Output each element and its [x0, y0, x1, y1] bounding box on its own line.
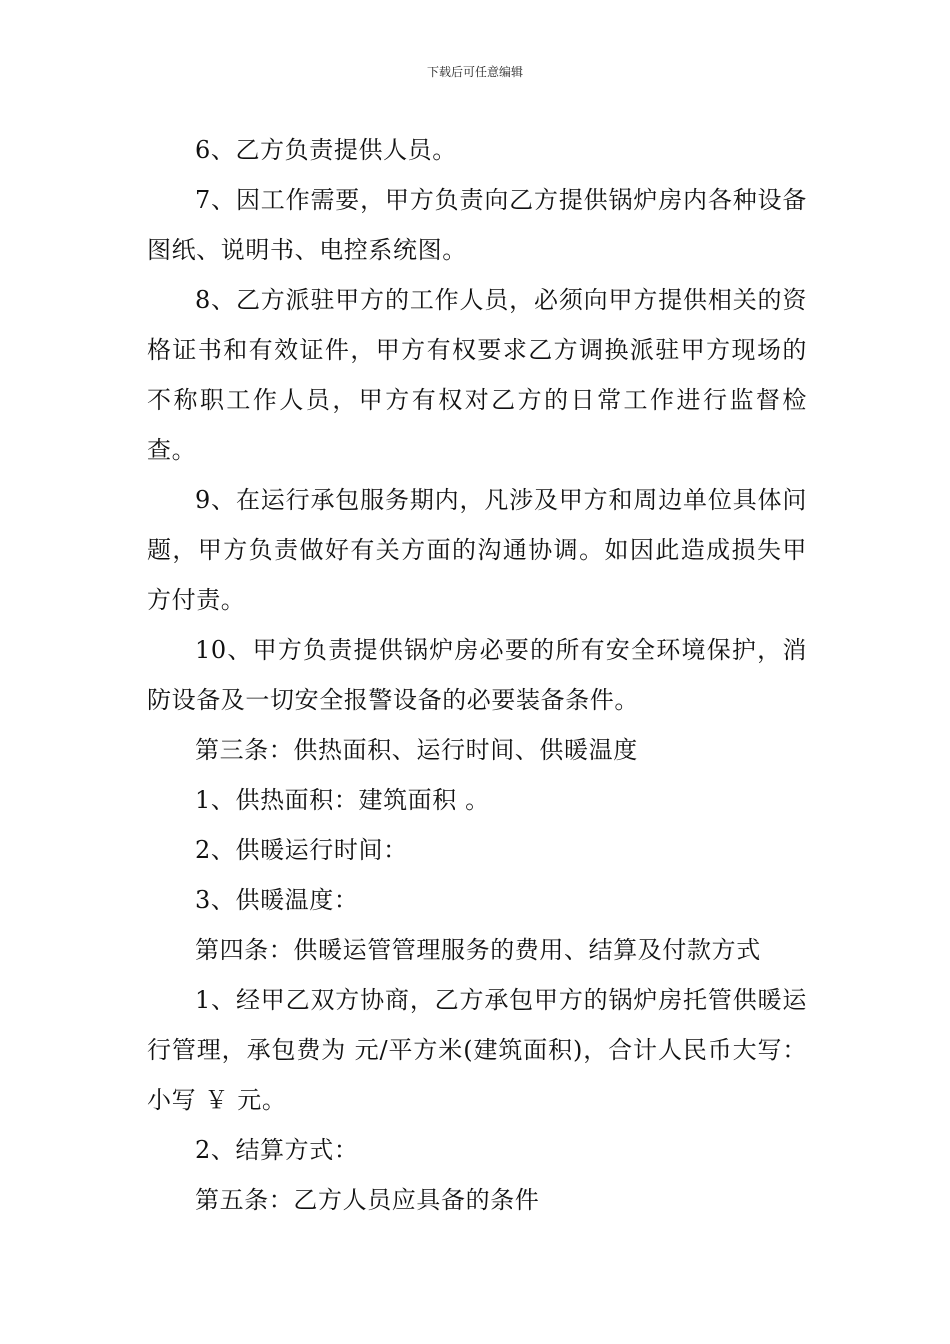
- paragraph-item-6: 6、乙方负责提供人员。: [195, 136, 457, 164]
- section-heading-article-4: 第四条：供暖运管管理服务的费用、结算及付款方式: [195, 936, 761, 964]
- paragraph-item-10: 10、甲方负责提供锅炉房必要的所有安全环境保护，消防设备及一切安全报警设备的必要装备条件。: [147, 636, 807, 714]
- paragraph-item-7: 7、因工作需要，甲方负责向乙方提供锅炉房内各种设备图纸、说明书、电控系统图。: [147, 186, 807, 264]
- section-heading-article-3: 第三条：供热面积、运行时间、供暖温度: [195, 736, 638, 764]
- paragraph-item-8: 8、乙方派驻甲方的工作人员，必须向甲方提供相关的资格证书和有效证件，甲方有权要求乙方调换派驻甲方现场的不称职工作人员，甲方有权对乙方的日常工作进行监督检查。: [147, 286, 807, 464]
- paragraph-item-9: 9、在运行承包服务期内，凡涉及甲方和周边单位具体问题，甲方负责做好有关方面的沟通协调。如因此造成损失甲方付责。: [147, 486, 807, 614]
- document-body: [147, 125, 807, 1225]
- page-header: 下载后可任意编辑: [426, 65, 523, 79]
- paragraph-fee-terms: 1、经甲乙双方协商，乙方承包甲方的锅炉房托管供暖运行管理，承包费为 元/平方米(建筑面积)，合计人民币大写： 小写 ￥ 元。: [147, 986, 807, 1114]
- paragraph-heating-area: 1、供热面积：建筑面积 。: [195, 786, 490, 814]
- paragraph-heating-temperature: 3、供暖温度：: [195, 886, 359, 914]
- section-heading-article-5: 第五条：乙方人员应具备的条件: [195, 1186, 540, 1214]
- paragraph-operation-time: 2、供暖运行时间：: [195, 836, 408, 864]
- paragraph-settlement-method: 2、结算方式：: [195, 1136, 359, 1164]
